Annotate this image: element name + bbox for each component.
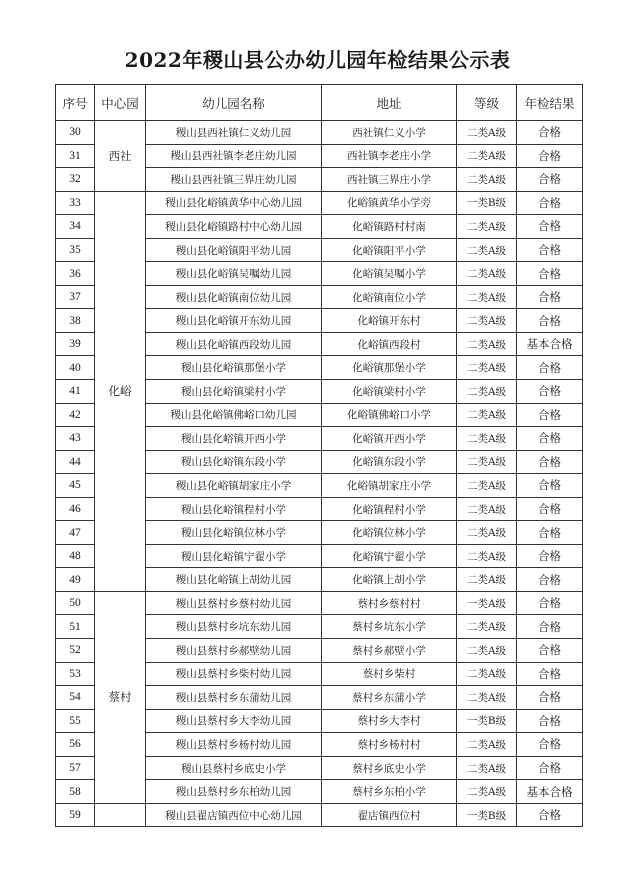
row-no: 32 xyxy=(56,168,95,192)
address-cell: 蔡村乡东蒲小学 xyxy=(322,686,457,710)
address-cell: 蔡村乡大李村 xyxy=(322,709,457,733)
result-cell: 合格 xyxy=(517,568,583,592)
level-cell: 二类A级 xyxy=(457,427,517,451)
result-cell: 合格 xyxy=(517,450,583,474)
level-cell: 二类A级 xyxy=(457,238,517,262)
address-cell: 化峪镇程村小学 xyxy=(322,497,457,521)
center-cell: 蔡村 xyxy=(95,591,146,803)
kindergarten-name: 稷山县蔡村乡底史小学 xyxy=(146,756,322,780)
row-no: 35 xyxy=(56,238,95,262)
level-cell: 二类A级 xyxy=(457,262,517,286)
result-cell: 合格 xyxy=(517,356,583,380)
row-no: 36 xyxy=(56,262,95,286)
kindergarten-name: 稷山县化峪镇梁村小学 xyxy=(146,380,322,404)
address-cell: 化峪镇那堡小学 xyxy=(322,356,457,380)
level-cell: 二类A级 xyxy=(457,686,517,710)
address-cell: 化峪镇南位小学 xyxy=(322,285,457,309)
kindergarten-name: 稷山县化峪镇路村中心幼儿园 xyxy=(146,215,322,239)
result-cell: 合格 xyxy=(517,756,583,780)
level-cell: 二类A级 xyxy=(457,285,517,309)
row-no: 56 xyxy=(56,733,95,757)
result-cell: 合格 xyxy=(517,686,583,710)
level-cell: 二类A级 xyxy=(457,215,517,239)
address-cell: 蔡村乡底史小学 xyxy=(322,756,457,780)
kindergarten-name: 稷山县化峪镇南位幼儿园 xyxy=(146,285,322,309)
result-cell: 合格 xyxy=(517,215,583,239)
level-cell: 二类A级 xyxy=(457,380,517,404)
result-cell: 合格 xyxy=(517,521,583,545)
level-cell: 二类A级 xyxy=(457,544,517,568)
result-cell: 合格 xyxy=(517,803,583,827)
kindergarten-name: 稷山县蔡村乡坑东幼儿园 xyxy=(146,615,322,639)
result-cell: 合格 xyxy=(517,121,583,145)
table-row xyxy=(56,591,583,615)
row-no: 42 xyxy=(56,403,95,427)
result-cell: 合格 xyxy=(517,639,583,663)
center-cell: 化峪 xyxy=(95,191,146,591)
row-no: 51 xyxy=(56,615,95,639)
level-cell: 二类A级 xyxy=(457,356,517,380)
kindergarten-name: 稷山县蔡村乡东蒲幼儿园 xyxy=(146,686,322,710)
kindergarten-name: 稷山县蔡村乡郝壁幼儿园 xyxy=(146,639,322,663)
level-cell: 一类B级 xyxy=(457,191,517,215)
level-cell: 二类A级 xyxy=(457,332,517,356)
row-no: 46 xyxy=(56,497,95,521)
kindergarten-name: 稷山县化峪镇吴嘱幼儿园 xyxy=(146,262,322,286)
level-cell: 一类A级 xyxy=(457,591,517,615)
result-cell: 合格 xyxy=(517,474,583,498)
row-no: 31 xyxy=(56,144,95,168)
kindergarten-name: 稷山县化峪镇上胡幼儿园 xyxy=(146,568,322,592)
result-cell: 合格 xyxy=(517,591,583,615)
row-no: 30 xyxy=(56,121,95,145)
address-cell: 翟店镇西位村 xyxy=(322,803,457,827)
table-row xyxy=(56,803,583,827)
result-cell: 合格 xyxy=(517,497,583,521)
address-cell: 化峪镇开西小学 xyxy=(322,427,457,451)
row-no: 50 xyxy=(56,591,95,615)
table-row xyxy=(56,121,583,145)
kindergarten-name: 稷山县化峪镇宁翟小学 xyxy=(146,544,322,568)
row-no: 41 xyxy=(56,380,95,404)
row-no: 58 xyxy=(56,780,95,804)
address-cell: 蔡村乡郝壁小学 xyxy=(322,639,457,663)
address-cell: 化峪镇位林小学 xyxy=(322,521,457,545)
level-cell: 二类A级 xyxy=(457,497,517,521)
result-cell: 合格 xyxy=(517,191,583,215)
result-cell: 合格 xyxy=(517,427,583,451)
address-cell: 蔡村乡东柏小学 xyxy=(322,780,457,804)
row-no: 40 xyxy=(56,356,95,380)
table-row xyxy=(56,191,583,215)
address-cell: 化峪镇西段村 xyxy=(322,332,457,356)
row-no: 47 xyxy=(56,521,95,545)
table-header-row xyxy=(56,85,583,121)
result-table xyxy=(55,84,583,827)
kindergarten-name: 稷山县翟店镇西位中心幼儿园 xyxy=(146,803,322,827)
row-no: 38 xyxy=(56,309,95,333)
result-cell: 合格 xyxy=(517,144,583,168)
address-cell: 化峪镇上胡小学 xyxy=(322,568,457,592)
address-cell: 蔡村乡杨村村 xyxy=(322,733,457,757)
level-cell: 二类A级 xyxy=(457,403,517,427)
address-cell: 化峪镇黄华小学旁 xyxy=(322,191,457,215)
level-cell: 二类A级 xyxy=(457,639,517,663)
level-cell: 二类A级 xyxy=(457,568,517,592)
row-no: 37 xyxy=(56,285,95,309)
level-cell: 二类A级 xyxy=(457,662,517,686)
kindergarten-name: 稷山县化峪镇东段小学 xyxy=(146,450,322,474)
header-name: 幼儿园名称 xyxy=(146,85,322,121)
result-cell: 基本合格 xyxy=(517,332,583,356)
address-cell: 化峪镇路村村南 xyxy=(322,215,457,239)
level-cell: 二类A级 xyxy=(457,450,517,474)
center-cell: 西社 xyxy=(95,121,146,192)
address-cell: 西社镇仁义小学 xyxy=(322,121,457,145)
kindergarten-name: 稷山县西社镇李老庄幼儿园 xyxy=(146,144,322,168)
row-no: 55 xyxy=(56,709,95,733)
result-cell: 基本合格 xyxy=(517,780,583,804)
address-cell: 化峪镇吴嘱小学 xyxy=(322,262,457,286)
header-address: 地址 xyxy=(322,85,457,121)
row-no: 33 xyxy=(56,191,95,215)
kindergarten-name: 稷山县蔡村乡柴村幼儿园 xyxy=(146,662,322,686)
result-cell: 合格 xyxy=(517,309,583,333)
result-cell: 合格 xyxy=(517,544,583,568)
kindergarten-name: 稷山县蔡村乡东柏幼儿园 xyxy=(146,780,322,804)
level-cell: 二类A级 xyxy=(457,474,517,498)
level-cell: 一类B级 xyxy=(457,709,517,733)
address-cell: 化峪镇胡家庄小学 xyxy=(322,474,457,498)
result-cell: 合格 xyxy=(517,733,583,757)
address-cell: 蔡村乡坑东小学 xyxy=(322,615,457,639)
row-no: 53 xyxy=(56,662,95,686)
row-no: 49 xyxy=(56,568,95,592)
row-no: 57 xyxy=(56,756,95,780)
kindergarten-name: 稷山县化峪镇那堡小学 xyxy=(146,356,322,380)
address-cell: 化峪镇梁村小学 xyxy=(322,380,457,404)
result-cell: 合格 xyxy=(517,662,583,686)
address-cell: 西社镇李老庄小学 xyxy=(322,144,457,168)
row-no: 54 xyxy=(56,686,95,710)
level-cell: 一类B级 xyxy=(457,803,517,827)
kindergarten-name: 稷山县化峪镇位林小学 xyxy=(146,521,322,545)
address-cell: 蔡村乡蔡村村 xyxy=(322,591,457,615)
kindergarten-name: 稷山县西社镇三界庄幼儿园 xyxy=(146,168,322,192)
level-cell: 二类A级 xyxy=(457,615,517,639)
address-cell: 蔡村乡柴村 xyxy=(322,662,457,686)
row-no: 45 xyxy=(56,474,95,498)
address-cell: 化峪镇佛峪口小学 xyxy=(322,403,457,427)
row-no: 48 xyxy=(56,544,95,568)
address-cell: 化峪镇东段小学 xyxy=(322,450,457,474)
address-cell: 化峪镇阳平小学 xyxy=(322,238,457,262)
result-cell: 合格 xyxy=(517,403,583,427)
kindergarten-name: 稷山县西社镇仁义幼儿园 xyxy=(146,121,322,145)
level-cell: 二类A级 xyxy=(457,309,517,333)
row-no: 52 xyxy=(56,639,95,663)
result-cell: 合格 xyxy=(517,380,583,404)
header-no: 序号 xyxy=(56,85,95,121)
kindergarten-name: 稷山县蔡村乡蔡村幼儿园 xyxy=(146,591,322,615)
address-cell: 化峪镇开东村 xyxy=(322,309,457,333)
result-cell: 合格 xyxy=(517,238,583,262)
header-result: 年检结果 xyxy=(517,85,583,121)
row-no: 43 xyxy=(56,427,95,451)
header-center: 中心园 xyxy=(95,85,146,121)
center-cell xyxy=(95,803,146,827)
result-cell: 合格 xyxy=(517,285,583,309)
level-cell: 二类A级 xyxy=(457,733,517,757)
row-no: 44 xyxy=(56,450,95,474)
kindergarten-name: 稷山县化峪镇佛峪口幼儿园 xyxy=(146,403,322,427)
kindergarten-name: 稷山县蔡村乡杨村幼儿园 xyxy=(146,733,322,757)
level-cell: 二类A级 xyxy=(457,121,517,145)
address-cell: 化峪镇宁翟小学 xyxy=(322,544,457,568)
result-cell: 合格 xyxy=(517,709,583,733)
kindergarten-name: 稷山县化峪镇西段幼儿园 xyxy=(146,332,322,356)
address-cell: 西社镇三界庄小学 xyxy=(322,168,457,192)
header-level: 等级 xyxy=(457,85,517,121)
level-cell: 二类A级 xyxy=(457,780,517,804)
page-title: 2022年稷山县公办幼儿园年检结果公示表 xyxy=(124,48,511,72)
kindergarten-name: 稷山县化峪镇开东幼儿园 xyxy=(146,309,322,333)
result-cell: 合格 xyxy=(517,262,583,286)
kindergarten-name: 稷山县化峪镇黄华中心幼儿园 xyxy=(146,191,322,215)
kindergarten-name: 稷山县蔡村乡大李幼儿园 xyxy=(146,709,322,733)
level-cell: 二类A级 xyxy=(457,756,517,780)
kindergarten-name: 稷山县化峪镇程村小学 xyxy=(146,497,322,521)
level-cell: 二类A级 xyxy=(457,144,517,168)
kindergarten-name: 稷山县化峪镇开西小学 xyxy=(146,427,322,451)
result-cell: 合格 xyxy=(517,168,583,192)
level-cell: 二类A级 xyxy=(457,521,517,545)
table-body xyxy=(56,121,583,827)
row-no: 34 xyxy=(56,215,95,239)
row-no: 59 xyxy=(56,803,95,827)
kindergarten-name: 稷山县化峪镇胡家庄小学 xyxy=(146,474,322,498)
kindergarten-name: 稷山县化峪镇阳平幼儿园 xyxy=(146,238,322,262)
level-cell: 二类A级 xyxy=(457,168,517,192)
result-cell: 合格 xyxy=(517,615,583,639)
row-no: 39 xyxy=(56,332,95,356)
